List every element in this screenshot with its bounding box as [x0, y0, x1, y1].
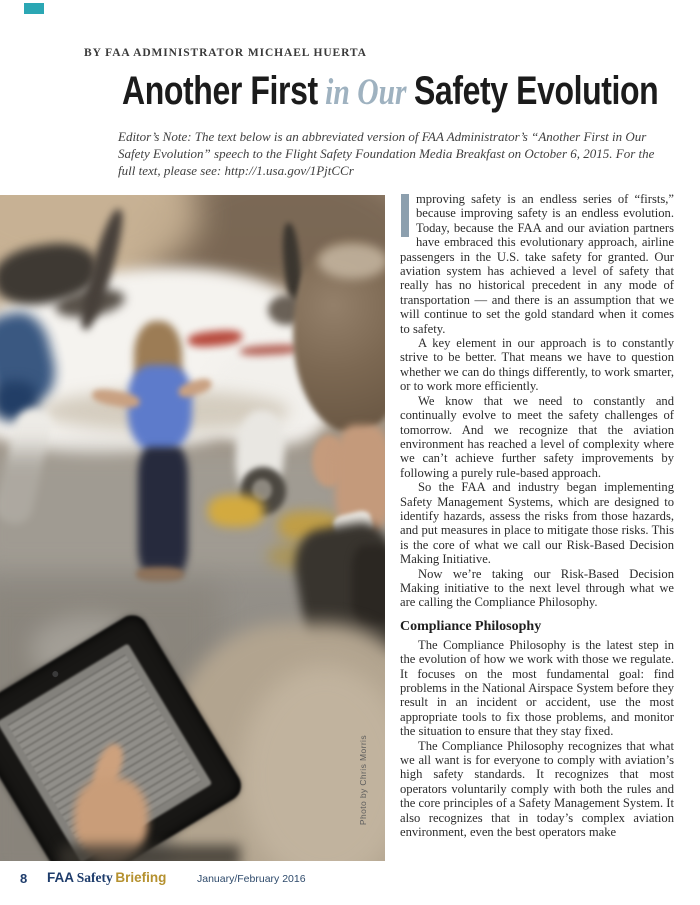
man-sleeve [60, 845, 240, 861]
man-hair-highlight [318, 243, 385, 279]
paragraph: The Compliance Philosophy recognizes that what we all want is for everyone to comply with aviation’s high safety standards. It recognizes that most operators voluntarily comply with both the rules and the core principles of a Safety Management System. It also recognizes that in today’s complex aviation environment, even the best operators make [400, 738, 674, 840]
magazine-logo [47, 870, 166, 886]
title-accent: in Our [317, 72, 414, 113]
page-number: 8 [20, 871, 28, 886]
section-heading: Compliance Philosophy [400, 618, 542, 634]
article-title [55, 69, 700, 114]
woman-feet [136, 567, 184, 582]
woman-pants [138, 447, 188, 575]
man-suit-shadow [352, 545, 385, 625]
section-color-tab [24, 3, 44, 14]
page-footer [0, 869, 700, 893]
byline: BY FAA ADMINISTRATOR MICHAEL HUERTA [84, 47, 367, 59]
logo-faa: FAA [47, 870, 74, 885]
editors-note: Editor’s Note: The text below is an abbreviated version of FAA Administrator’s “Another First in Our Safety Evolution” speech to the Flight Safety Foundation Media Breakfast on October 6, 2015. For the full text, please see: http://1.usa.gov/1PjtCCr [118, 129, 655, 178]
paragraph: We know that we need to constantly and continually evolve to meet the safety challenges of tomorrow. And we recognize that the aviation environment has reached a level of complexity where we can’t achieve further safety improvements by following a purely rule-based approach. [400, 393, 674, 480]
paragraph: A key element in our approach is to constantly strive to be better. That means we have to question whether we can do things differently, to work smarter, or to work more efficiently. [400, 336, 674, 394]
logo-briefing: Briefing [115, 870, 167, 885]
paragraph: So the FAA and industry began implementing Safety Management Systems, which are designed to identify hazards, assess the risks from those hazards, and put measures in place to mitigate those risks. This is the core of what we call our Risk-Based Decision Making Initiative. [400, 480, 674, 567]
wheel-chock [208, 495, 264, 527]
paragraph: The Compliance Philosophy is the latest step in the evolution of how we work with those we regulate. It focuses on the most fundamental goal: find problems in the National Airspace System before they result in an incident or accident, use the most appropriate tools to fix those problems, and monitor the situation to ensure that they stay fixed. [400, 637, 674, 739]
hangar-photo [0, 195, 385, 861]
paragraph: Now we’re taking our Risk-Based Decision Making initiative to the next level through what we are calling the Compliance Philosophy. [400, 566, 674, 610]
issue-date: January/February 2016 [197, 873, 306, 885]
paragraph [400, 192, 674, 336]
woman-blue-shirt [128, 365, 192, 453]
paragraph-text: mproving safety is an endless series of “firsts,” because improving safety is an endless evolution. Today, because the FAA and our aviation partners have embraced this evolutionary approach, airline passengers in the U.S. take safety for granted. Our aviation system has achieved a level of safety that really has no historical precedent in any mode of transportation — and there is an assumption that we will continue to set the gold standard when it comes to safety. [400, 192, 674, 336]
title-part2: Safety Evolution [413, 69, 659, 113]
photo-credit: Photo by Chris Morris [358, 735, 368, 826]
dropcap-letter-i [401, 194, 409, 237]
article-body [400, 192, 674, 839]
title-part1: Another First [122, 69, 318, 113]
logo-safety: Safety [76, 870, 113, 885]
